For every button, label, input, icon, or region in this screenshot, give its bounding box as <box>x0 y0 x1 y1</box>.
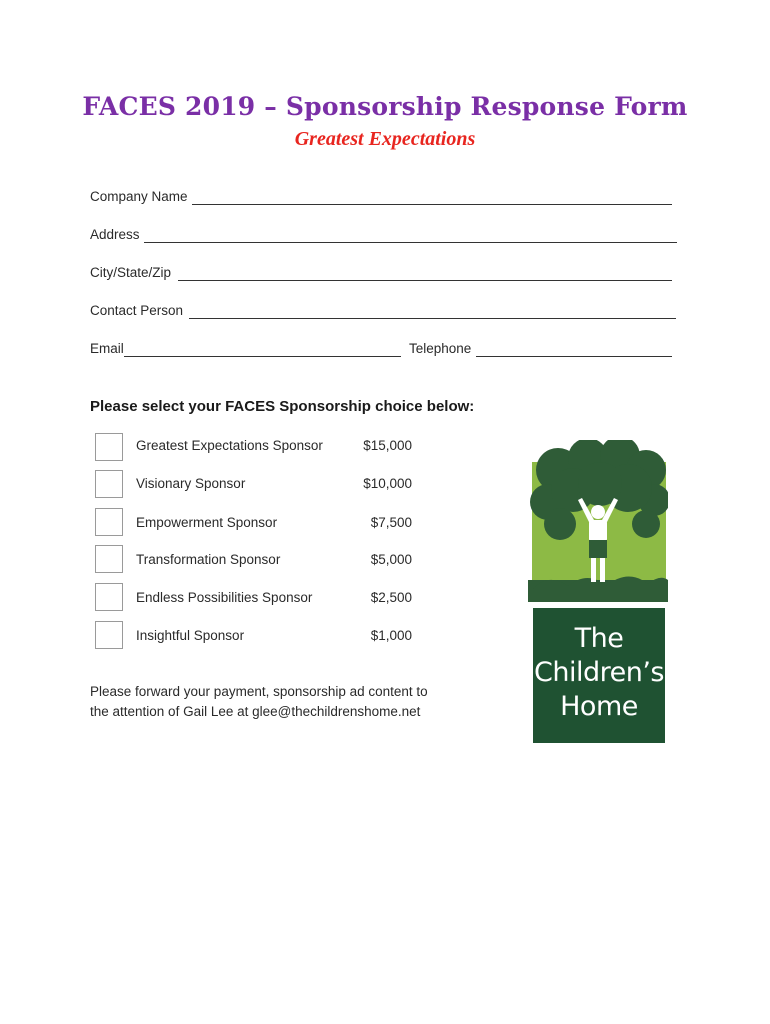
address-field[interactable] <box>144 242 677 243</box>
option-amount: $10,000 <box>363 476 412 491</box>
form-subtitle: Greatest Expectations <box>294 128 476 150</box>
option-label: Transformation Sponsor <box>136 552 281 567</box>
option-checkbox-transformation[interactable] <box>95 545 123 573</box>
option-amount: $5,000 <box>370 552 412 567</box>
city-state-zip-field[interactable] <box>178 280 672 281</box>
contact-person-field[interactable] <box>189 318 676 319</box>
payment-instructions <box>90 682 470 722</box>
option-checkbox-greatest-expectations[interactable] <box>95 433 123 461</box>
logo-text-line: The <box>574 623 624 654</box>
company-name-field[interactable] <box>192 204 672 205</box>
option-label: Insightful Sponsor <box>136 628 245 643</box>
option-checkbox-endless-possibilities[interactable] <box>95 583 123 611</box>
payment-instructions-line: Please forward your payment, sponsorship ad content to <box>90 684 428 699</box>
address-label: Address <box>90 227 140 242</box>
company-name-label: Company Name <box>90 189 188 204</box>
telephone-field[interactable] <box>476 356 672 357</box>
city-state-zip-label: City/State/Zip <box>90 265 172 280</box>
payment-instructions-line: the attention of Gail Lee at glee@thechildrenshome.net <box>90 704 421 719</box>
childrens-home-tree-logo <box>528 440 668 602</box>
option-checkbox-empowerment[interactable] <box>95 508 123 536</box>
email-field[interactable] <box>124 356 401 357</box>
logo-text-line: Children’s <box>534 657 664 688</box>
option-label: Empowerment Sponsor <box>136 515 278 530</box>
telephone-label: Telephone <box>409 341 472 356</box>
option-amount: $2,500 <box>370 590 412 605</box>
option-label: Greatest Expectations Sponsor <box>136 438 323 453</box>
sponsorship-heading: Please select your FACES Sponsorship choice below: <box>90 398 475 415</box>
email-label: Email <box>90 341 124 356</box>
form-title: FACES 2019 – Sponsorship Response Form <box>82 92 688 121</box>
option-label: Visionary Sponsor <box>136 476 246 491</box>
option-checkbox-insightful[interactable] <box>95 621 123 649</box>
option-checkbox-visionary[interactable] <box>95 470 123 498</box>
logo-text-line: Home <box>560 691 638 722</box>
contact-person-label: Contact Person <box>90 303 184 318</box>
childrens-home-logo-box <box>533 608 665 743</box>
option-amount: $15,000 <box>363 438 412 453</box>
option-amount: $1,000 <box>370 628 412 643</box>
option-amount: $7,500 <box>370 515 412 530</box>
option-label: Endless Possibilities Sponsor <box>136 590 313 605</box>
